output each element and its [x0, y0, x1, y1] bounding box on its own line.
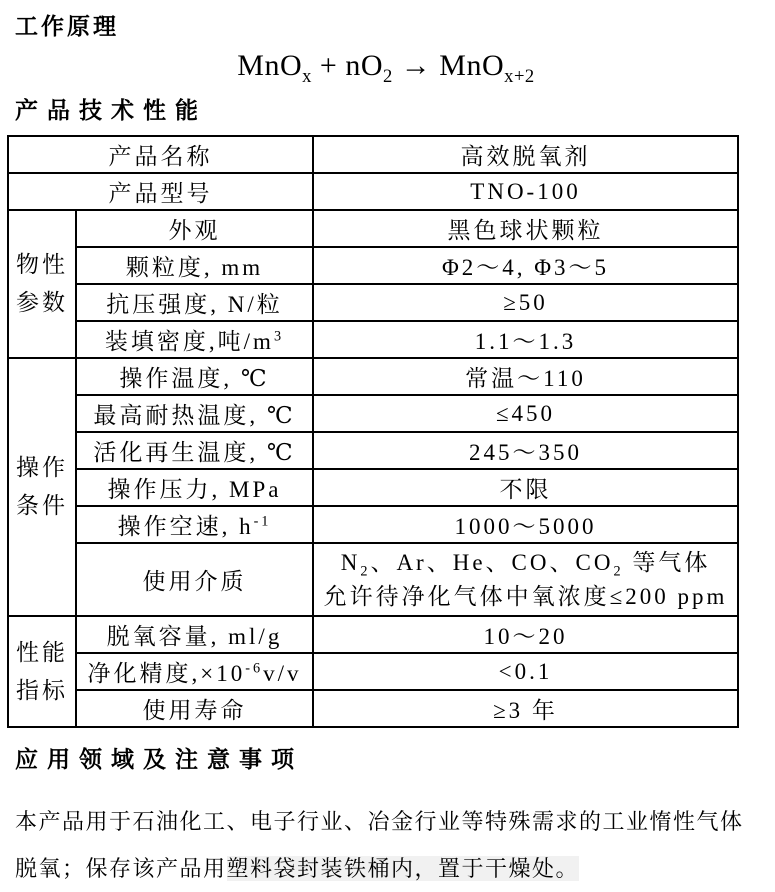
table-row: [8, 432, 738, 469]
row-label-sup: -1: [253, 513, 272, 530]
table-row: [8, 321, 738, 358]
highlighted-text: 塑料袋封装铁桶内，置于干燥处。: [226, 856, 580, 881]
chemical-formula: [15, 49, 757, 87]
row-label: 操作压力, MPa: [76, 469, 313, 506]
row-label: 活化再生温度, ℃: [76, 432, 313, 469]
table-row: [8, 358, 738, 395]
row-value: Φ2～4, Φ3～5: [313, 247, 738, 284]
row-value: ≥3 年: [313, 690, 738, 727]
group-label-line: 操作: [16, 455, 68, 480]
table-row: [8, 543, 738, 616]
row-value: [313, 543, 738, 616]
group-label-line: 物性: [16, 252, 68, 277]
row-label-sup: -6: [245, 660, 264, 677]
group-cell-physical: [8, 210, 76, 358]
gas-text: 等气体: [623, 549, 711, 575]
row-label: [76, 506, 313, 543]
row-value: ≥50: [313, 284, 738, 321]
formula-term-2: + nO: [311, 49, 383, 82]
row-value: 黑色球状颗粒: [313, 210, 738, 247]
table-row: [8, 173, 738, 210]
table-row: [8, 616, 738, 653]
row-value: 高效脱氧剂: [313, 136, 738, 173]
table-row: [8, 210, 738, 247]
heading-application: 应用领域及注意事项: [15, 747, 303, 772]
row-label: 颗粒度, mm: [76, 247, 313, 284]
media-gases-line: [314, 546, 737, 580]
row-label: [76, 653, 313, 690]
row-label-sup: 3: [273, 328, 285, 345]
row-label-text: 操作空速, h: [117, 514, 254, 539]
row-label-text: 装填密度,吨/m: [104, 329, 274, 354]
formula-sub-2: 2: [383, 66, 393, 87]
row-label-text: 净化精度,×10: [87, 661, 246, 686]
row-value: ≤450: [313, 395, 738, 432]
row-label: 抗压强度, N/粒: [76, 284, 313, 321]
row-label: 最高耐热温度, ℃: [76, 395, 313, 432]
table-row: [8, 690, 738, 727]
table-row: [8, 247, 738, 284]
body-paragraph: [15, 798, 757, 892]
formula-sub-3: x+2: [504, 66, 535, 87]
row-label: 脱氧容量, ml/g: [76, 616, 313, 653]
row-label: 使用寿命: [76, 690, 313, 727]
formula-term-3: MnO: [439, 49, 505, 82]
row-value: <0.1: [313, 653, 738, 690]
table-row: [8, 469, 738, 506]
formula-sub-1: x: [302, 66, 312, 87]
body-line-2: 脱氧；保存该产品用: [15, 856, 227, 881]
group-cell-operating: [8, 358, 76, 616]
group-label-line: 指标: [16, 677, 68, 703]
group-label-line: 参数: [16, 290, 68, 315]
row-label: 产品型号: [8, 173, 313, 210]
group-label-line: 条件: [16, 493, 68, 518]
row-value: 常温～110: [313, 358, 738, 395]
media-purity-line: 允许待净化气体中氧浓度≤200 ppm: [323, 583, 728, 609]
row-value: 不限: [313, 469, 738, 506]
row-value: 1000～5000: [313, 506, 738, 543]
row-label: 操作温度, ℃: [76, 358, 313, 395]
heading-product-specs: 产品技术性能: [15, 98, 207, 123]
row-label: [76, 321, 313, 358]
row-value: 10～20: [313, 616, 738, 653]
formula-term-1: MnO: [237, 49, 303, 82]
gas-text: N: [340, 549, 361, 575]
heading-working-principle: 工作原理: [15, 14, 119, 39]
body-line-1: 本产品用于石油化工、电子行业、冶金行业等特殊需求的工业惰性气体: [15, 809, 744, 834]
row-label-text: v/v: [263, 661, 302, 686]
row-value: 1.1～1.3: [313, 321, 738, 358]
row-label: 外观: [76, 210, 313, 247]
row-value: TNO-100: [313, 173, 738, 210]
gas-sub: 2: [360, 563, 371, 580]
group-label-line: 性能: [16, 639, 68, 665]
row-label: 使用介质: [76, 543, 313, 616]
row-value: 245～350: [313, 432, 738, 469]
row-label: 产品名称: [8, 136, 313, 173]
group-cell-performance: [8, 616, 76, 727]
table-row: [8, 395, 738, 432]
table-row: [8, 284, 738, 321]
formula-arrow: →: [392, 49, 440, 82]
gas-text: 、Ar、He、CO、CO: [370, 549, 614, 575]
spec-table: [7, 135, 739, 728]
table-row: [8, 136, 738, 173]
gas-sub: 2: [613, 563, 624, 580]
table-row: [8, 653, 738, 690]
table-row: [8, 506, 738, 543]
